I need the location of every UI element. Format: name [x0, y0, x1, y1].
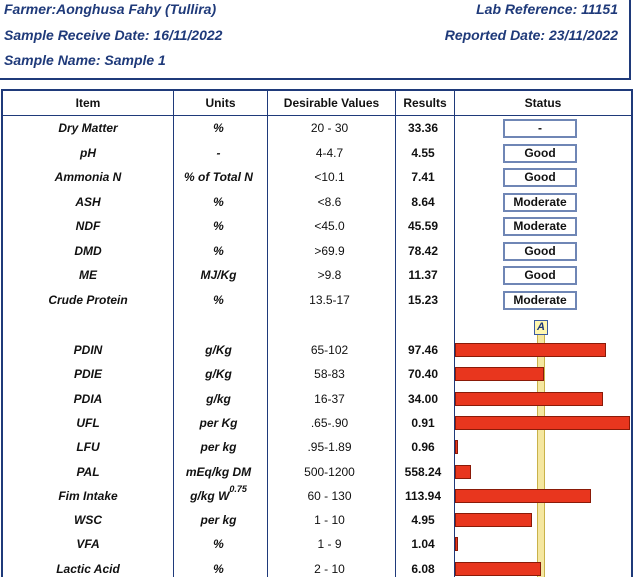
column-header-units: Units	[205, 96, 236, 110]
item-unit: per kg	[200, 513, 237, 528]
result-value: 97.46	[407, 343, 439, 357]
desirable-range-band	[537, 320, 545, 577]
result-value: 45.59	[407, 219, 439, 233]
status-badge: Good	[503, 266, 577, 285]
item-unit: %	[213, 537, 224, 552]
result-value: 113.94	[404, 488, 442, 503]
range-marker-badge: A	[534, 320, 548, 335]
item-name: Fim Intake	[58, 488, 118, 503]
column-header-desirable-values: Desirable Values	[283, 96, 380, 110]
item-unit: %	[213, 194, 224, 209]
result-value: 0.96	[411, 440, 435, 455]
desirable-value: 1 - 10	[314, 513, 345, 528]
item-name: pH	[80, 145, 96, 160]
status-badge: Good	[503, 168, 577, 187]
status-badge: -	[503, 119, 577, 138]
item-name: LFU	[76, 440, 100, 455]
item-unit: g/Kg	[205, 367, 232, 382]
item-unit: % of Total N	[184, 170, 253, 184]
item-unit: %	[213, 561, 224, 576]
item-unit: %	[213, 243, 224, 258]
item-name: WSC	[74, 513, 102, 528]
item-unit: mEq/kg DM	[185, 464, 252, 479]
item-unit: %	[213, 219, 224, 233]
lab-reference: Lab Reference: 11151	[476, 1, 618, 17]
result-bar	[455, 513, 532, 527]
result-value: 34.00	[407, 391, 439, 406]
item-unit: g/kg $W^{0.75}$	[190, 483, 247, 503]
unit-exponent: 0.75	[229, 483, 247, 494]
item-name: DMD	[74, 243, 102, 258]
result-value: 78.42	[407, 243, 439, 258]
desirable-value: 20 - 30	[310, 121, 349, 135]
result-bar	[455, 367, 544, 381]
sample-receive-date: Sample Receive Date: 16/11/2022	[4, 27, 223, 43]
status-badge: Moderate	[503, 193, 577, 212]
header-divider	[3, 115, 631, 116]
item-name: ASH	[75, 194, 101, 209]
result-value: 6.08	[411, 561, 435, 576]
column-header-status: Status	[524, 96, 562, 110]
status-badge: Moderate	[503, 291, 577, 310]
result-value: 7.41	[411, 170, 435, 184]
item-name: Crude Protein	[48, 292, 128, 307]
item-name: ME	[79, 268, 97, 282]
item-unit: g/Kg	[205, 343, 232, 357]
item-name: Ammonia N	[54, 170, 122, 184]
column-divider	[454, 91, 455, 577]
result-bar	[455, 392, 603, 406]
result-value: 11.37	[408, 268, 438, 282]
desirable-value: 2 - 10	[314, 561, 345, 576]
item-unit: %	[213, 121, 224, 135]
item-name: UFL	[76, 415, 100, 430]
item-name: Lactic Acid	[56, 561, 120, 576]
item-name: PDIE	[73, 367, 102, 382]
result-value: 70.40	[407, 367, 439, 382]
farmer-name: Farmer:Aonghusa Fahy (Tullira)	[4, 1, 217, 17]
result-value: 0.91	[411, 415, 435, 430]
status-badge: Moderate	[503, 217, 577, 236]
item-unit: MJ/Kg	[200, 268, 237, 282]
result-bar	[455, 465, 471, 479]
item-name: Dry Matter	[58, 121, 118, 135]
status-badge: Good	[503, 242, 577, 261]
result-bar	[455, 489, 591, 503]
result-bar	[455, 537, 458, 551]
item-unit: -	[216, 145, 221, 160]
desirable-value: <10.1	[314, 170, 345, 184]
desirable-value: 65-102	[310, 343, 349, 357]
desirable-value: >9.8	[317, 268, 342, 282]
item-unit: per Kg	[199, 415, 238, 430]
desirable-value: 1 - 9	[317, 537, 342, 552]
result-value: 4.55	[411, 145, 435, 160]
sample-name: Sample Name: Sample 1	[4, 52, 166, 68]
item-name: VFA	[76, 537, 100, 552]
item-name: PDIA	[73, 391, 103, 406]
desirable-value: 60 - 130	[307, 488, 352, 503]
desirable-value: 500-1200	[304, 464, 355, 479]
desirable-value: .95-1.89	[307, 440, 352, 455]
result-value: 4.95	[411, 513, 435, 528]
column-header-item: Item	[75, 96, 101, 110]
column-header-results: Results	[403, 96, 447, 110]
desirable-value: <45.0	[314, 219, 345, 233]
desirable-value: <8.6	[317, 194, 342, 209]
result-value: 15.23	[407, 292, 439, 307]
desirable-value: 58-83	[314, 367, 345, 382]
item-unit: per kg	[200, 440, 237, 455]
reported-date: Reported Date: 23/11/2022	[444, 27, 618, 43]
result-bar	[455, 562, 541, 576]
result-bar	[455, 343, 606, 357]
desirable-value: >69.9	[314, 243, 345, 258]
result-value: 1.04	[411, 537, 435, 552]
item-unit: g/kg	[206, 391, 231, 406]
desirable-value: 16-37	[314, 391, 345, 406]
result-bar	[455, 416, 630, 430]
status-badge: Good	[503, 144, 577, 163]
item-name: PAL	[76, 464, 100, 479]
result-value: 33.36	[407, 121, 439, 135]
item-name: NDF	[75, 219, 101, 233]
result-bar	[455, 440, 458, 454]
result-value: 8.64	[411, 194, 435, 209]
result-value: 558.24	[404, 464, 442, 479]
item-name: PDIN	[73, 343, 103, 357]
desirable-value: 13.5-17	[309, 292, 350, 307]
item-unit: %	[213, 292, 224, 307]
desirable-value: 4-4.7	[315, 145, 344, 160]
desirable-value: .65-.90	[310, 415, 349, 430]
